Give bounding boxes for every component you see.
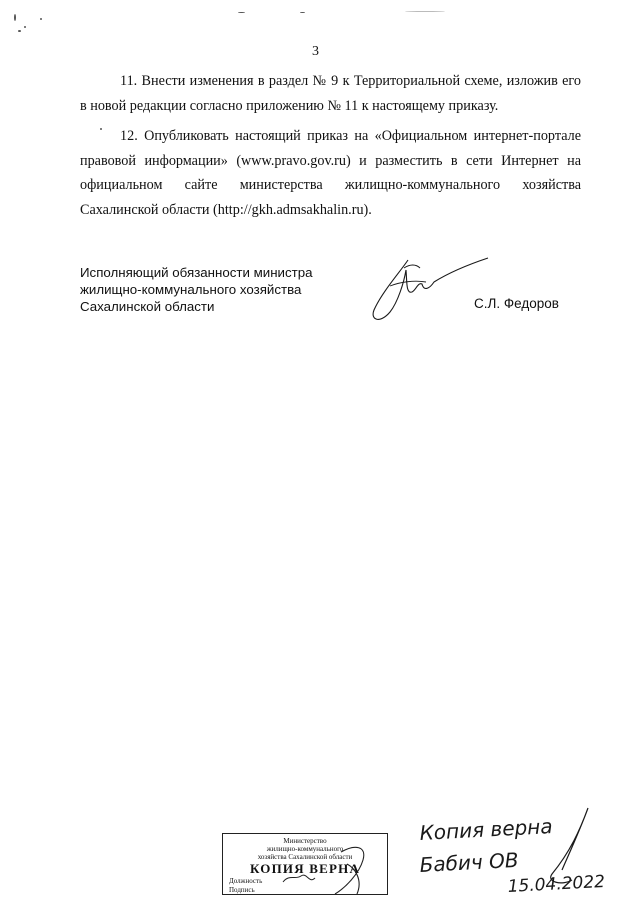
scan-speck [238, 12, 245, 13]
scan-speck [405, 11, 445, 12]
paragraph-11 [80, 69, 581, 118]
paragraph-12-text: 12. Опубликовать настоящий приказ на «Официальном интернет-портале правовой информации» (www.pravo.gov.ru) и разместить в сети Интернет на официальном сайте министерства жилищно-коммунального хозяйства Сахалинской области (http://gkh.admsakhalin.ru). [80, 128, 581, 218]
signer-title-line: жилищно-коммунального хозяйства [80, 282, 302, 297]
scan-speck [40, 18, 42, 20]
scan-speck [18, 30, 21, 32]
page-number: 3 [312, 44, 319, 59]
certification-date: 15.04.2022 [507, 871, 606, 897]
signer-title [80, 264, 360, 315]
certification-signature-icon [551, 808, 588, 883]
minister-signature [360, 252, 500, 327]
signer-name: С.Л. Федоров [474, 296, 559, 311]
scan-speck [24, 26, 26, 28]
signer-title-line: Исполняющий обязанности министра [80, 265, 313, 280]
stamp-copy-true-label: КОПИЯ ВЕРНА [249, 861, 361, 876]
stamp-ministry-line: хозяйства Сахалинской области [257, 853, 353, 861]
stamp-position-label: Должность [229, 877, 263, 885]
stamp-handwritten-signature [223, 834, 389, 896]
signer-title-line: Сахалинской области [80, 299, 215, 314]
certified-copy-stamp [222, 833, 388, 895]
stamp-ministry-line: жилищно-коммунального [266, 845, 344, 853]
scan-speck [14, 14, 16, 21]
stamp-signature-label: Подпись [229, 886, 255, 894]
paragraph-12 [80, 124, 581, 222]
paragraph-11-text: 11. Внести изменения в раздел № 9 к Территориальной схеме, изложив его в новой редакции согласно приложению № 11 к настоящему приказу. [80, 73, 581, 114]
stamp-ministry-line: Министерство [283, 837, 327, 845]
handwritten-certification [412, 800, 612, 900]
certification-surname: Бабич ОВ [419, 847, 520, 877]
scan-speck [300, 12, 305, 13]
certification-copy-true: Копия верна [419, 814, 554, 845]
